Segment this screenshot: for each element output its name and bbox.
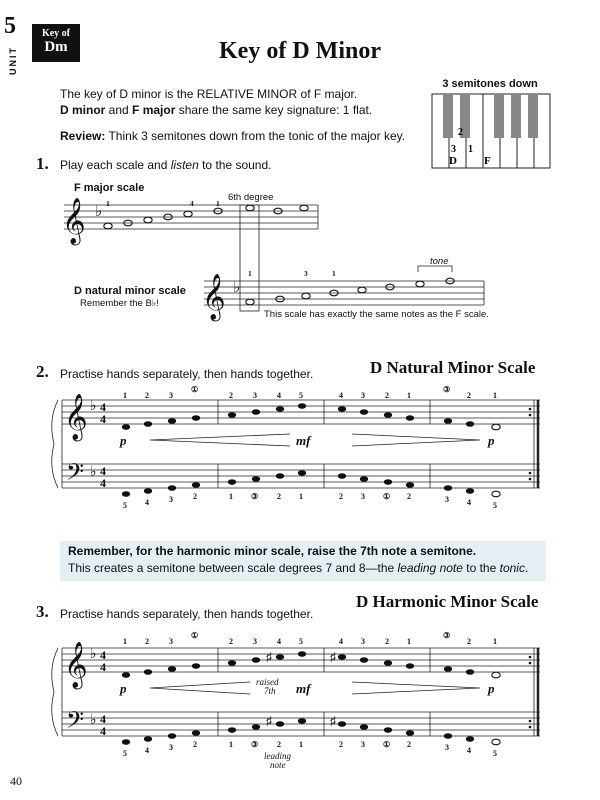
svg-text:4: 4 xyxy=(145,498,149,507)
ex2-lh-notes xyxy=(122,470,500,497)
flat-icon: ♭ xyxy=(95,204,103,220)
finger-number: 1 xyxy=(216,199,220,208)
finger-1: 1 xyxy=(468,144,473,155)
svg-text:3: 3 xyxy=(361,740,365,749)
svg-text:2: 2 xyxy=(407,740,411,749)
sharp-icon: ♯ xyxy=(266,714,272,728)
intro-and: and xyxy=(105,103,133,117)
d-minor-sublabel: Remember the B♭! xyxy=(80,298,159,309)
svg-text:1: 1 xyxy=(407,391,411,400)
seventh-label: 7th xyxy=(264,686,276,696)
ex1-text-em: listen xyxy=(170,158,199,172)
intro-dminor: D minor xyxy=(60,103,106,117)
svg-text:3: 3 xyxy=(445,495,449,504)
intro-line1-em: RELATIVE MINOR xyxy=(196,87,298,101)
flat-icon: ♭ xyxy=(90,465,97,480)
dynamic-p: p xyxy=(488,433,495,448)
svg-text:1: 1 xyxy=(493,391,497,400)
flat-icon: ♭ xyxy=(233,280,241,296)
svg-text:①: ① xyxy=(191,385,199,394)
svg-text:①: ① xyxy=(383,740,391,749)
svg-text:5: 5 xyxy=(493,749,497,758)
ex3-lh-fingers xyxy=(123,740,497,758)
ex3-lh-notes xyxy=(122,718,500,745)
svg-text:5: 5 xyxy=(493,501,497,510)
svg-text:①: ① xyxy=(191,631,199,640)
raised-label: raised xyxy=(256,677,279,687)
bass-clef-icon: 𝄢 xyxy=(66,460,85,491)
intro-line1b: of F major. xyxy=(297,87,358,101)
svg-text:1: 1 xyxy=(493,637,497,646)
note xyxy=(246,299,254,305)
bass-clef-icon: 𝄢 xyxy=(66,708,85,739)
svg-text:2: 2 xyxy=(407,492,411,501)
svg-text:2: 2 xyxy=(385,637,389,646)
svg-text:4: 4 xyxy=(467,498,471,507)
exercise-3-number: 3. xyxy=(36,602,49,621)
harmonic-minor-heading: D Harmonic Minor Scale xyxy=(356,592,539,611)
note xyxy=(358,287,366,293)
svg-text:③: ③ xyxy=(251,492,259,501)
dynamic-p: p xyxy=(120,433,127,448)
svg-text:4: 4 xyxy=(339,637,343,646)
svg-text:2: 2 xyxy=(277,740,281,749)
finger-number: 4 xyxy=(190,199,194,208)
finger-number: 3 xyxy=(304,269,308,278)
svg-text:2: 2 xyxy=(193,492,197,501)
time-sig-top: 4 xyxy=(100,400,106,414)
intro-fmajor: F major xyxy=(132,103,176,117)
svg-text:5: 5 xyxy=(299,391,303,400)
dynamic-p: p xyxy=(488,681,495,696)
svg-text:2: 2 xyxy=(339,492,343,501)
svg-text:2: 2 xyxy=(145,637,149,646)
svg-text:3: 3 xyxy=(169,391,173,400)
callout-line2b: to the xyxy=(462,561,500,575)
note xyxy=(416,281,424,287)
svg-text:1: 1 xyxy=(407,637,411,646)
tone-bracket xyxy=(418,266,452,272)
svg-text:2: 2 xyxy=(229,391,233,400)
key-label-f: F xyxy=(484,155,491,167)
d-minor-notes xyxy=(246,278,454,305)
svg-text:3: 3 xyxy=(169,495,173,504)
svg-text:1: 1 xyxy=(299,740,303,749)
review-text: Think 3 semitones down from the tonic of the major key. xyxy=(105,129,406,143)
finger-number: 1 xyxy=(248,269,252,278)
time-sig-top: 4 xyxy=(100,464,106,478)
callout-line2a: This creates a semitone between scale degrees 7 and 8—the xyxy=(68,561,398,575)
ex2-rh-notes xyxy=(122,403,500,430)
d-minor-label: D natural minor scale xyxy=(74,285,186,297)
treble-clef-icon: 𝄞 xyxy=(64,394,88,439)
note xyxy=(144,217,152,223)
callout-em2: tonic xyxy=(499,561,525,575)
time-sig-top: 4 xyxy=(100,648,106,662)
key-badge-name: Dm xyxy=(44,39,68,55)
svg-text:5: 5 xyxy=(123,749,127,758)
callout-em1: leading note xyxy=(397,561,463,575)
treble-clef-icon: 𝄞 xyxy=(64,642,88,687)
note xyxy=(184,211,192,217)
svg-text:③: ③ xyxy=(443,385,451,394)
leading-label: leading xyxy=(264,751,291,761)
svg-text:1: 1 xyxy=(229,740,233,749)
intro-line2-suffix: share the same key signature: 1 flat. xyxy=(175,103,373,117)
crescendo-hairpin xyxy=(150,682,250,694)
ex1-num: 1. xyxy=(36,154,49,173)
time-sig-bottom: 4 xyxy=(100,412,106,426)
review-label: Review: xyxy=(60,129,106,143)
note xyxy=(246,205,254,211)
time-sig-bottom: 4 xyxy=(100,476,106,490)
flat-icon: ♭ xyxy=(90,399,97,414)
svg-text:3: 3 xyxy=(361,492,365,501)
ex3-rh-notes xyxy=(122,651,500,678)
svg-text:4: 4 xyxy=(339,391,343,400)
note-label: note xyxy=(270,760,286,770)
svg-text:2: 2 xyxy=(385,391,389,400)
tone-label: tone xyxy=(430,256,449,267)
note xyxy=(104,223,112,229)
svg-text:2: 2 xyxy=(193,740,197,749)
exercise-2-instruction: Practise hands separately, then hands together. xyxy=(60,367,314,381)
page-title: Key of D Minor xyxy=(219,38,381,64)
crescendo-hairpin xyxy=(150,434,290,446)
time-sig-bottom: 4 xyxy=(100,724,106,738)
note xyxy=(302,293,310,299)
svg-text:4: 4 xyxy=(145,746,149,755)
treble-clef-icon: 𝄞 xyxy=(62,198,86,243)
svg-text:5: 5 xyxy=(299,637,303,646)
svg-text:3: 3 xyxy=(361,391,365,400)
svg-text:3: 3 xyxy=(253,637,257,646)
callout-line1: Remember, for the harmonic minor scale, raise the 7th note a semitone. xyxy=(68,544,477,558)
svg-text:1: 1 xyxy=(123,637,127,646)
key-label-d: D xyxy=(449,155,457,167)
dynamic-mf: mf xyxy=(296,433,311,448)
harmonic-minor-callout xyxy=(60,541,546,581)
ex1-text-a: Play each scale and xyxy=(60,158,171,172)
sharp-icon: ♯ xyxy=(266,650,272,664)
note xyxy=(300,205,308,211)
key-badge-label: Key of xyxy=(41,28,71,39)
svg-text:1: 1 xyxy=(229,492,233,501)
exercise-3-instruction: Practise hands separately, then hands together. xyxy=(60,607,314,621)
ex3-rh-fingers xyxy=(123,631,497,646)
svg-text:2: 2 xyxy=(467,391,471,400)
finger-2: 2 xyxy=(458,127,463,138)
callout-line2c: . xyxy=(524,561,529,575)
svg-text:2: 2 xyxy=(339,740,343,749)
dynamic-p: p xyxy=(120,681,127,696)
svg-text:1: 1 xyxy=(123,391,127,400)
flat-icon: ♭ xyxy=(90,713,97,728)
svg-text:2: 2 xyxy=(145,391,149,400)
svg-text:3: 3 xyxy=(169,743,173,752)
finger-3: 3 xyxy=(451,144,456,155)
svg-text:2: 2 xyxy=(277,492,281,501)
svg-text:4: 4 xyxy=(467,746,471,755)
f-major-label: F major scale xyxy=(74,182,145,194)
page-number: 40 xyxy=(10,774,22,788)
dynamic-mf: mf xyxy=(296,681,311,696)
decrescendo-hairpin xyxy=(352,434,480,446)
intro-line1a: The key of D minor is the xyxy=(60,87,197,101)
time-sig-top: 4 xyxy=(100,712,106,726)
treble-clef-icon: 𝄞 xyxy=(202,274,226,319)
svg-text:2: 2 xyxy=(229,637,233,646)
sixth-degree-label: 6th degree xyxy=(228,192,274,203)
unit-number: 5 xyxy=(4,13,16,39)
svg-text:3: 3 xyxy=(445,743,449,752)
svg-text:3: 3 xyxy=(253,391,257,400)
flat-icon: ♭ xyxy=(90,647,97,662)
svg-text:3: 3 xyxy=(169,637,173,646)
exercise-2-number: 2. xyxy=(36,362,49,381)
keyboard-title: 3 semitones down xyxy=(442,78,538,90)
svg-text:4: 4 xyxy=(277,637,281,646)
ex2-lh-fingers xyxy=(123,492,497,510)
svg-text:4: 4 xyxy=(277,391,281,400)
svg-text:5: 5 xyxy=(123,501,127,510)
finger-number: 1 xyxy=(332,269,336,278)
svg-text:2: 2 xyxy=(467,637,471,646)
svg-text:①: ① xyxy=(383,492,391,501)
svg-text:1: 1 xyxy=(299,492,303,501)
svg-text:③: ③ xyxy=(251,740,259,749)
sharp-icon: ♯ xyxy=(330,714,336,728)
finger-number: 1 xyxy=(106,199,110,208)
natural-minor-heading: D Natural Minor Scale xyxy=(370,358,536,377)
sharp-icon: ♯ xyxy=(330,650,336,664)
time-sig-bottom: 4 xyxy=(100,660,106,674)
unit-word: UNIT xyxy=(8,46,18,75)
svg-text:③: ③ xyxy=(443,631,451,640)
ex1-text-b: to the sound. xyxy=(198,158,272,172)
ex2-rh-fingers xyxy=(123,385,497,400)
sixth-degree-box xyxy=(240,205,259,311)
same-notes-note: This scale has exactly the same notes as the F scale. xyxy=(264,309,489,320)
svg-text:3: 3 xyxy=(361,637,365,646)
decrescendo-hairpin xyxy=(352,682,480,694)
